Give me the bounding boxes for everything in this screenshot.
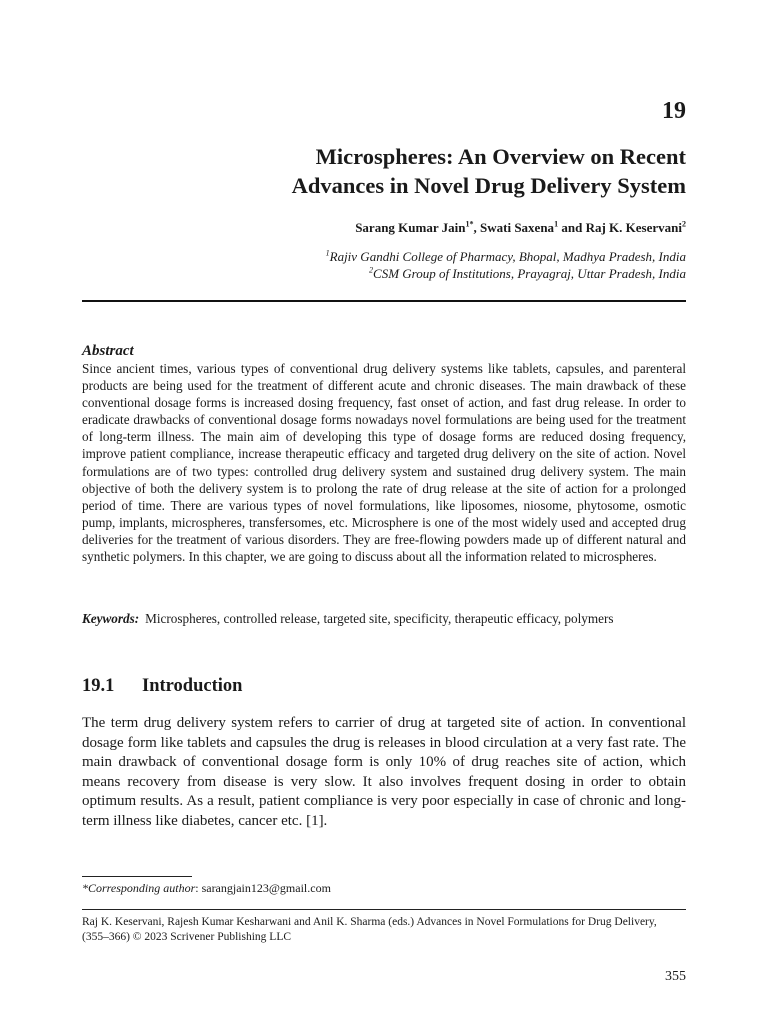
footnote-divider bbox=[82, 876, 192, 877]
chapter-title-line-2: Advances in Novel Drug Delivery System bbox=[291, 173, 686, 198]
author-affiliation-mark: 1 bbox=[554, 219, 559, 229]
author-affiliation-mark: 2 bbox=[681, 219, 686, 229]
affiliation-text: CSM Group of Institutions, Prayagraj, Uttar Pradesh, India bbox=[373, 266, 686, 281]
keywords-text: Microspheres, controlled release, targeted site, specificity, therapeutic efficacy, polymers bbox=[145, 611, 614, 626]
chapter-number: 19 bbox=[662, 98, 686, 124]
footnote bbox=[82, 881, 331, 896]
author-separator: , bbox=[473, 220, 481, 235]
section-heading bbox=[82, 676, 242, 697]
introduction-body: The term drug delivery system refers to carrier of drug at targeted site of action. In conventional dosage form like tablets and capsules the drug is releases in blood circulation at a very fast rate. The main drawback of conventional dosage form is only 10% of drug reaches site of action, which means recovery from disease is very slow. It also involves frequent dosing in order to obtain optimum results. As a result, patient compliance is very poor especially in case of chronic and long-term illness like diabetes, cancer etc. [1]. bbox=[82, 715, 686, 829]
abstract-body: Since ancient times, various types of conventional drug delivery systems like tablets, capsules, and parenteral products are being used for the treatment of different acute and chronic diseases. The main drawback of these conventional dosage forms is increased dosing frequency, fast onset of action, and fast drug release. In order to eradicate drawbacks of conventional dosage forms nowadays novel formulations are being used for the treatment of long-term illness. The main aim of developing this type of dosage forms are reduced dosing frequency, improve patient compliance, increase therapeutic efficacy and targeted drug delivery on the site of action. Novel formulations are of two types: controlled drug delivery system and sustained drug delivery system. The main objective of both the delivery system is to prolong the rate of drug release at the site of action for a prolonged period of time. There are various types of novel formulations, like liposomes, niosome, phytosome, osmotic pump, implants, microspheres, transfersomes, etc. Microsphere is one of the most widely used and accepted drug deliveries for the treatment of various disorders. They are free-flowing powders made up of different natural and synthetic polymers. In this chapter, we are going to discuss about all the information related to microspheres. bbox=[82, 361, 686, 565]
author-affiliation-mark: 1* bbox=[465, 219, 474, 229]
affiliation-list bbox=[82, 248, 686, 282]
header-divider bbox=[82, 300, 686, 302]
chapter-title-line-1: Microspheres: An Overview on Recent bbox=[315, 144, 686, 169]
keywords bbox=[82, 611, 686, 627]
footnote-label: *Corresponding author bbox=[82, 881, 196, 895]
affiliation-text: Rajiv Gandhi College of Pharmacy, Bhopal, Madhya Pradesh, India bbox=[329, 249, 686, 264]
citation-divider bbox=[82, 909, 686, 910]
affiliation-item bbox=[82, 248, 686, 265]
author-list bbox=[82, 220, 686, 236]
keywords-label: Keywords: bbox=[82, 611, 140, 626]
affiliation-item bbox=[82, 265, 686, 282]
page-number: 355 bbox=[665, 969, 686, 984]
citation-line-2: (355–366) © 2023 Scrivener Publishing LLC bbox=[82, 931, 292, 943]
section-title: Introduction bbox=[142, 676, 243, 696]
author-name: Swati Saxena bbox=[480, 220, 555, 235]
author-name: Sarang Kumar Jain bbox=[355, 220, 466, 235]
chapter-title bbox=[82, 142, 686, 200]
citation-line-1: Raj K. Keservani, Rajesh Kumar Kesharwani and Anil K. Sharma (eds.) Advances in Novel Formulations for Drug Delivery, bbox=[82, 916, 657, 928]
section-number: 19.1 bbox=[82, 676, 115, 696]
footnote-email[interactable]: : sarangjain123@gmail.com bbox=[195, 881, 331, 895]
affiliation-mark: 2 bbox=[369, 265, 374, 275]
book-citation bbox=[82, 915, 686, 945]
affiliation-mark: 1 bbox=[325, 248, 330, 258]
author-separator: and bbox=[558, 220, 586, 235]
abstract-heading: Abstract bbox=[82, 343, 134, 359]
author-name: Raj K. Keservani bbox=[585, 220, 682, 235]
